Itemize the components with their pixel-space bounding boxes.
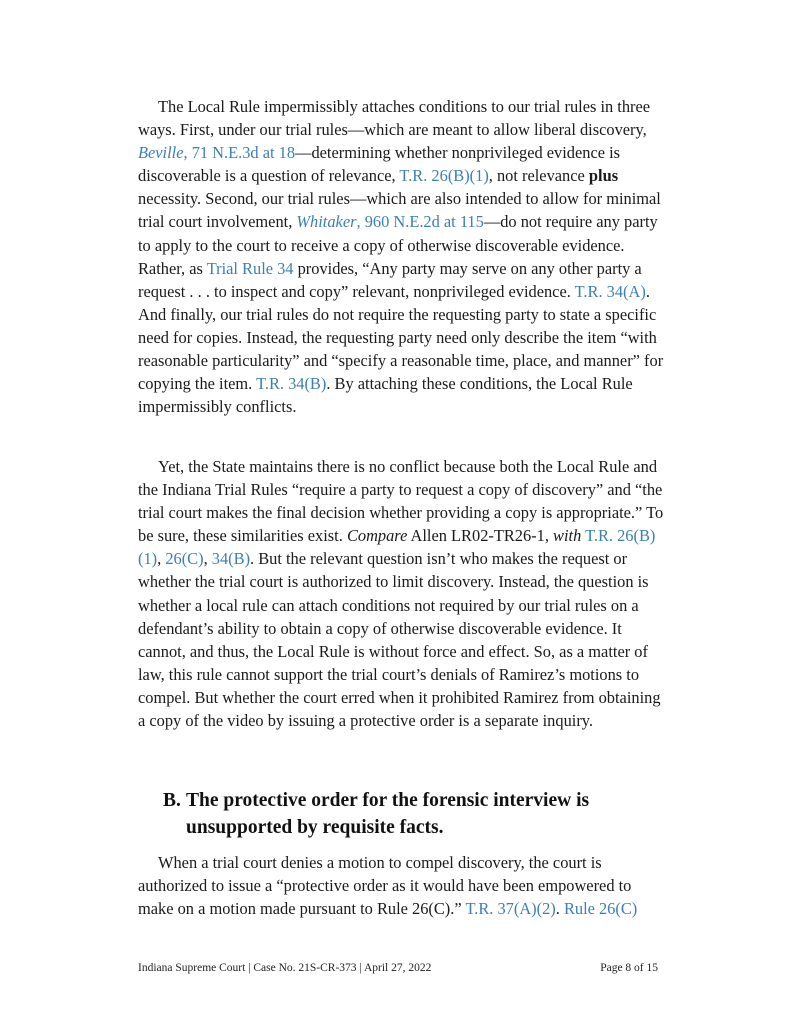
section-heading-b xyxy=(163,787,643,841)
footer-case-info: Indiana Supreme Court | Case No. 21S-CR-373 | April 27, 2022 xyxy=(138,962,432,974)
text: . By attaching these conditions, the Local Rule impermissibly conflicts. xyxy=(138,374,633,417)
citation-tr-34a[interactable]: T.R. 34(A) xyxy=(574,281,646,301)
paragraph-protective-order: When a trial court denies a motion to compel discovery, the court is authorized to issue a “protective order as it would have been empowered to make on a motion made pursuant to Rule 26(C).” T.R. 37(A)(2). Rule 26(C) xyxy=(138,853,638,919)
citation-tr-37a2[interactable]: T.R. 37(A)(2) xyxy=(465,899,556,919)
citation-tr-26b1[interactable]: T.R. 26(B)(1) xyxy=(138,526,656,569)
heading-letter: B. xyxy=(163,790,181,811)
text: , not relevance xyxy=(488,166,589,186)
citation-trial-rule-34[interactable]: Trial Rule 34 xyxy=(206,258,294,278)
page-number: Page 8 of 15 xyxy=(600,962,658,974)
signal-with: with xyxy=(553,526,582,546)
emphasis-plus: plus xyxy=(588,166,619,186)
text: Allen LR02-TR26-1, xyxy=(407,526,554,546)
citation-beville[interactable]: Beville, 71 N.E.3d at 18 xyxy=(138,143,296,163)
citation-26c[interactable]: 26(C) xyxy=(165,549,204,569)
text: . And finally, our trial rules do not require the requesting party to state a specific need for copies. Instead, the requesting party need only describe the item “with reasonable particularity” and “specify a reasonable time, place, and manner” for copying the item. xyxy=(138,281,664,394)
text: Yet, the State maintains there is no conflict because both the Local Rule and the Indiana Trial Rules “require a party to request a copy of discovery” and “the trial court makes the final decision whether providing a copy is appropriate.” To be sure, these similarities exist. xyxy=(138,457,664,546)
text: —determining whether nonprivileged evidence is discoverable is a question of relevance, xyxy=(138,143,621,186)
signal-compare: Compare xyxy=(346,526,408,546)
citation-whitaker[interactable]: Whitaker, 960 N.E.2d at 115 xyxy=(296,212,484,232)
text: The Local Rule impermissibly attaches conditions to our trial rules in three ways. First, under our trial rules—which are meant to allow liberal discovery, xyxy=(138,97,651,140)
citation-rule-26c[interactable]: Rule 26(C) xyxy=(563,899,638,919)
text: necessity. Second, our trial rules—which are also intended to allow for minimal trial court involvement, xyxy=(138,189,661,232)
text: When a trial court denies a motion to compel discovery, the court is authorized to issue a “protective order as it would have been empowered to make on a motion made pursuant to Rule 26(C).” xyxy=(138,853,632,919)
text: —do not require any party to apply to the court to receive a copy of otherwise discoverable evidence. Rather, as xyxy=(138,212,658,278)
citation-tr-34b[interactable]: T.R. 34(B) xyxy=(256,374,327,394)
text: provides, “Any party may serve on any other party a request . . . to inspect and copy” relevant, nonprivileged evidence. xyxy=(138,258,642,301)
heading-text: The protective order for the forensic interview is unsupported by requisite facts. xyxy=(186,790,590,838)
paragraph-state-argument: Yet, the State maintains there is no conflict because both the Local Rule and the Indiana Trial Rules “require a party to request a copy of discovery” and “the trial court makes the final decision whether providing a copy is appropriate.” To be sure, these similarities exist. Compare Allen LR02-TR26-1, with T.R. 26(B)(1), 26(C), 34(B). But the relevant question isn’t who makes the request or whether the trial court is authorized to limit discovery. Instead, the question is whether a local rule can attach conditions not required by our trial rules on a defendant’s ability to obtain a copy of otherwise discoverable evidence. It cannot, and thus, the Local Rule is without force and effect. So, as a matter of law, this rule cannot support the trial court’s denials of Ramirez’s motions to compel. But whether the court erred when it prohibited Ramirez from obtaining a copy of the video by issuing a protective order is a separate inquiry. xyxy=(138,457,664,731)
citation-34b[interactable]: 34(B) xyxy=(211,549,251,569)
text: . But the relevant question isn’t who makes the request or whether the trial court is authorized to limit discovery. Instead, the question is whether a local rule can attach conditions not required by our trial rules on a defendant’s ability to obtain a copy of otherwise discoverable evidence. It cannot, and thus, the Local Rule is without force and effect. So, as a matter of law, this rule cannot support the trial court’s denials of Ramirez’s motions to compel. But whether the court erred when it prohibited Ramirez from obtaining a copy of the video by issuing a protective order is a separate inquiry. xyxy=(138,549,661,731)
paragraph-local-rule-conflicts xyxy=(138,95,668,418)
citation-tr-26b1[interactable]: T.R. 26(B)(1) xyxy=(399,166,489,186)
